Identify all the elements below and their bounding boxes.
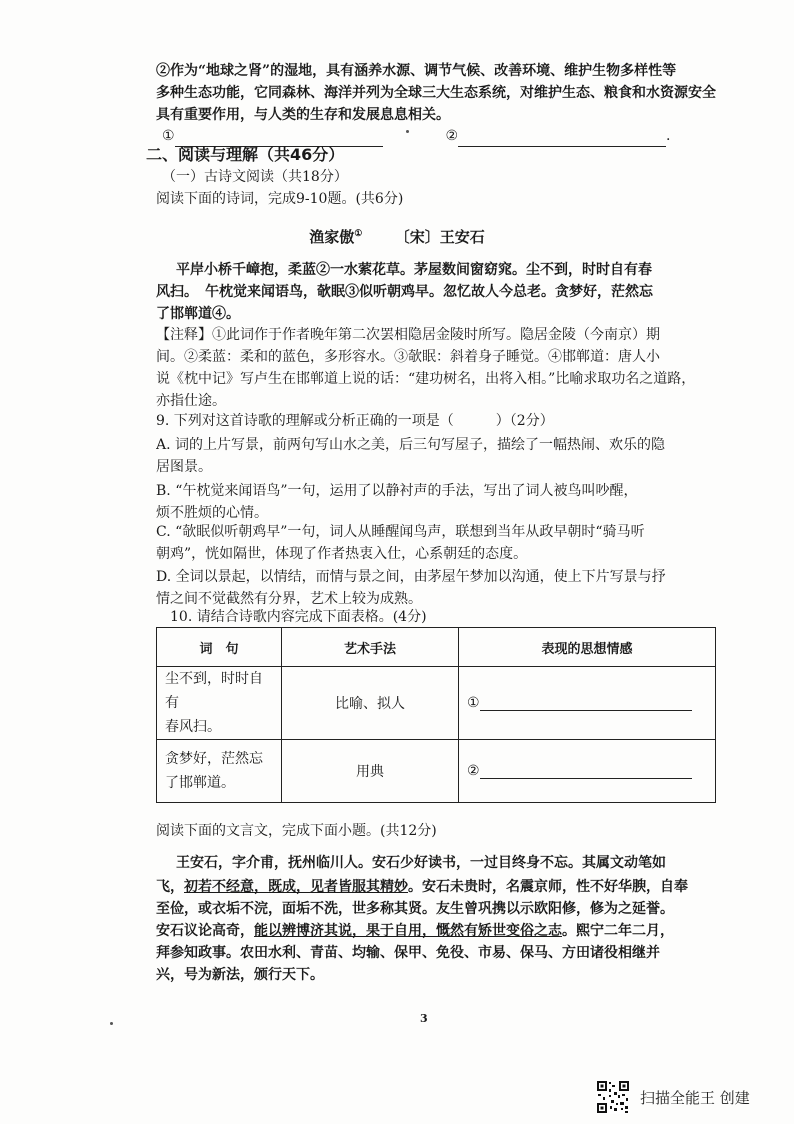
q9-option-c-2: 朝鸡”，恍如隔世，体现了作者热衷入仕，心系朝廷的态度。 [156, 546, 528, 562]
note-line-3: 说《枕中记》写卢生在邯郸道上说的话：“建功树名，出将入相。”比喻求取功名之道路， [156, 371, 696, 387]
poem-title-line [0, 226, 794, 247]
scan-speck [110, 1022, 113, 1025]
classical-text: 飞， [156, 879, 184, 895]
blank-label: ① [467, 695, 480, 711]
q9-option-b-2: 烦不胜烦的心情。 [156, 505, 268, 521]
classical-line-5: 拜参知政事。农田水利、青苗、均输、保甲、免役、市易、保马、方田诸役相继并 [156, 945, 660, 961]
cell-text: 贪梦好，茫然忘 [165, 751, 263, 767]
classical-line-1: 王安石，字介甫，抚州临川人。安石少好读书，一过目终身不忘。其属文动笔如 [176, 855, 666, 871]
table-header: 艺术手法 [282, 628, 459, 667]
underlined-sentence-1: 初若不经意，既成，见者皆服其精妙 [184, 879, 408, 895]
table-cell-line [157, 740, 282, 803]
classical-line-4 [156, 920, 716, 942]
qr-code-icon [596, 1080, 630, 1114]
poem-line-1: 平岸小桥千嶂抱，柔蓝②一水萦花草。茅屋数间窗窈窕。尘不到，时时自有春 [176, 262, 652, 278]
poem-line-2: 风扫。 午枕觉来闻语鸟，欹眠③似听朝鸡早。忽忆故人今总老。贪梦好，茫然忘 [156, 284, 653, 300]
table-row [157, 740, 716, 803]
answer-blank-table-2[interactable] [480, 778, 692, 779]
scan-speck [406, 130, 409, 133]
q9-option-a-2: 居图景。 [156, 459, 212, 475]
watermark-text: 扫描全能王 创建 [640, 1089, 750, 1107]
q9-stem: 9. 下列对这首诗歌的理解或分析正确的一项是（ ）（2分） [156, 413, 554, 429]
table-cell-answer [459, 667, 716, 740]
note-line-1: 【注释】①此词作于作者晚年第二次罢相隐居金陵时所写。隐居金陵（今南京）期 [156, 327, 660, 343]
table-cell-method: 用典 [282, 740, 459, 803]
wetland-line-1: ②作为“地球之肾”的湿地，具有涵养水源、调节气候、改善环境、维护生物多样性等 [156, 63, 677, 79]
table-row [157, 667, 716, 740]
classical-text: 安石议论高奇， [156, 923, 254, 939]
table-header: 词 句 [157, 628, 282, 667]
scanner-watermark [596, 1080, 786, 1116]
q9-option-b-1: B. “午枕觉来闻语鸟”一句，运用了以静衬声的手法，写出了词人被鸟叫吵醒， [156, 483, 638, 499]
blank-label: ② [467, 763, 480, 779]
poem-intro: 阅读下面的诗词，完成9-10题。(共6分) [156, 191, 404, 207]
classical-text: 。熙宁二年二月， [562, 923, 674, 939]
subsection-heading: （一）古诗文阅读（共18分） [162, 169, 348, 185]
section-heading: 二、阅读与理解（共46分） [146, 145, 345, 164]
note-line-2: 间。②柔蓝：柔和的蓝色，多形容水。③欹眠：斜着身子睡觉。④邯郸道：唐人小 [156, 349, 660, 365]
underlined-sentence-2: 能以辨博济其说，果于自用，慨然有矫世变俗之志 [254, 923, 562, 939]
q9-option-d-1: D. 全词以景起，以情结，而情与景之间，由茅屋午梦加以沟通，使上下片写景与抒 [156, 569, 666, 585]
wetland-line-2: 多种生态功能，它同森林、海洋并列为全球三大生态系统，对维护生态、粮食和水资源安全 [156, 85, 716, 101]
answer-blank-table-1[interactable] [480, 710, 692, 711]
table-cell-answer [459, 740, 716, 803]
q9-option-d-2: 情之间不觉截然有分界，艺术上较为成熟。 [156, 591, 422, 607]
cell-text: 春风扫。 [165, 719, 221, 735]
poem-author: 〔宋〕王安石 [394, 228, 485, 246]
classical-line-3: 至俭，或衣垢不浣，面垢不洗，世多称其贤。友生曾巩携以示欧阳修，修为之延誉。 [156, 901, 674, 917]
poem-title-note: ① [354, 229, 363, 239]
table-cell-line [157, 667, 282, 740]
classical-line-6: 兴，号为新法，颁行天下。 [156, 967, 324, 983]
poem-title: 渔家傲 [309, 228, 355, 246]
classical-line-2 [156, 876, 716, 898]
table-header-row [157, 628, 716, 667]
table-cell-method: 比喻、拟人 [282, 667, 459, 740]
blank-label-2: ② [445, 128, 459, 144]
cell-text: 尘不到，时时自有 [165, 671, 263, 711]
poem-line-3: 了邯郸道④。 [156, 306, 240, 322]
answer-blanks-row: ① ② . [162, 125, 722, 147]
q10-table [156, 627, 716, 803]
table-header: 表现的思想情感 [459, 628, 716, 667]
wetland-line-3: 具有重要作用，与人类的生存和发展息息相关。 [156, 107, 450, 123]
blank-label-1: ① [162, 128, 175, 144]
q9-option-c-1: C. “欹眠似听朝鸡早”一句，词人从睡醒闻鸟声，联想到当年从政早朝时“骑马听 [156, 524, 645, 540]
q10-stem: 10. 请结合诗歌内容完成下面表格。(4分) [170, 609, 427, 625]
cell-text: 了邯郸道。 [165, 775, 235, 791]
note-line-4: 亦指仕途。 [156, 393, 226, 409]
classical-intro: 阅读下面的文言文，完成下面小题。(共12分) [156, 823, 437, 839]
q9-option-a-1: A. 词的上片写景，前两句写山水之美，后三句写屋子，描绘了一幅热闹、欢乐的隐 [156, 437, 666, 453]
classical-text: 。安石未贵时，名震京师，性不好华腴，自奉 [408, 879, 688, 895]
page-number: 3 [420, 1012, 428, 1025]
